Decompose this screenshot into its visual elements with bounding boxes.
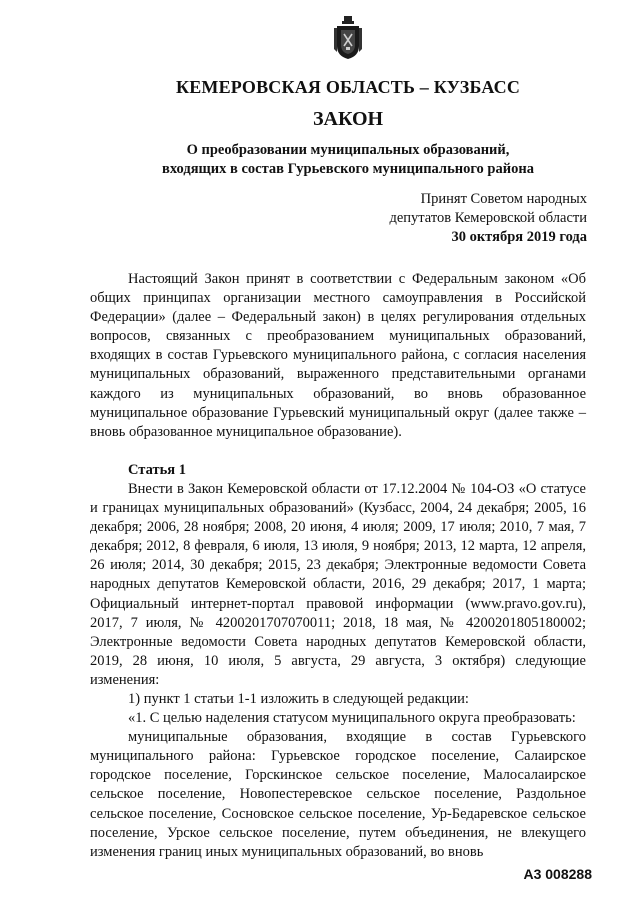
- region-title: КЕМЕРОВСКАЯ ОБЛАСТЬ – КУЗБАСС: [175, 77, 521, 97]
- adoption-block: [389, 190, 587, 247]
- article-paragraph: Внести в Закон Кемеровской области от 17.12.2004 № 104-ОЗ «О статусе и границах муниципальных образований» (Кузбасс, 2004, 24 декабря; 2005, 16 декабря; 2006, 28 ноября; 2008, 20 июня, 4 июля; 2009, 17 июля; 2010, 7 мая, 7 декабря; 2012, 8 февраля, 6 июля, 13 июля, 9 ноября; 2013, 12 марта, 12 апреля, 26 июля; 2014, 30 декабря; 2015, 23 декабря; Электронные ведомости Совета народных депутатов Кемеровской области, 2016, 29 декабря; 2017, 1 марта; Официальный интернет-портал правовой информации (www.pravo.gov.ru), 2017, 7 июля, № 4200201707070011; 2018, 18 мая, № 4200201805180002; Электронные ведомости Совета народных депутатов Кемеровской области, 2019, 28 июня, 10 июля, 5 августа, 29 августа, 3 октября) следующие изменения:: [90, 480, 586, 688]
- adoption-date: 30 октября 2019 года: [451, 229, 587, 245]
- document-body: [90, 270, 586, 862]
- document-serial-number: А3 008288: [523, 866, 592, 882]
- subject-line: О преобразовании муниципальных образований,: [186, 142, 510, 158]
- municipalities-paragraph: муниципальные образования, входящие в состав Гурьевского муниципального района: Гурьевское городское поселение, Салаирское городское поселение, Горскинское сельское поселение, Малосалаирское сельское поселение, Новопестеревское сельское поселение, Раздольное сельское поселение, Сосновское сельское поселение, Ур-Бедаревское сельское поселение, Урское сельское поселение, путем объединения, не влекущего изменения границ иных муниципальных образований, во вновь: [90, 729, 586, 860]
- law-subject: [0, 141, 640, 179]
- document-type-title: ЗАКОН: [312, 108, 384, 130]
- adoption-line: Принят Советом народных: [420, 191, 587, 207]
- subject-line: входящих в состав Гурьевского муниципального района: [162, 161, 534, 177]
- amendment-item: 1) пункт 1 статьи 1-1 изложить в следующей редакции:: [128, 690, 469, 707]
- adoption-line: депутатов Кемеровской области: [389, 210, 587, 226]
- quoted-clause: «1. С целью наделения статусом муниципального округа преобразовать:: [128, 710, 576, 727]
- preamble-paragraph: Настоящий Закон принят в соответствии с Федеральным законом «Об общих принципах организации местного самоуправления в Российской Федерации» (далее – Федеральный закон) в целях регулирования отдельных вопросов, связанных с преобразованием муниципальных образований, входящих в состав Гурьевского муниципального района, с согласия населения муниципальных образований, выраженного представительными органами каждого из муниципальных образований, во вновь образованное муниципальное образование Гурьевский муниципальный округ (далее также – вновь образованное муниципальное образование).: [90, 271, 586, 440]
- coat-of-arms-icon: [333, 16, 363, 60]
- article-heading: Статья 1: [128, 461, 186, 478]
